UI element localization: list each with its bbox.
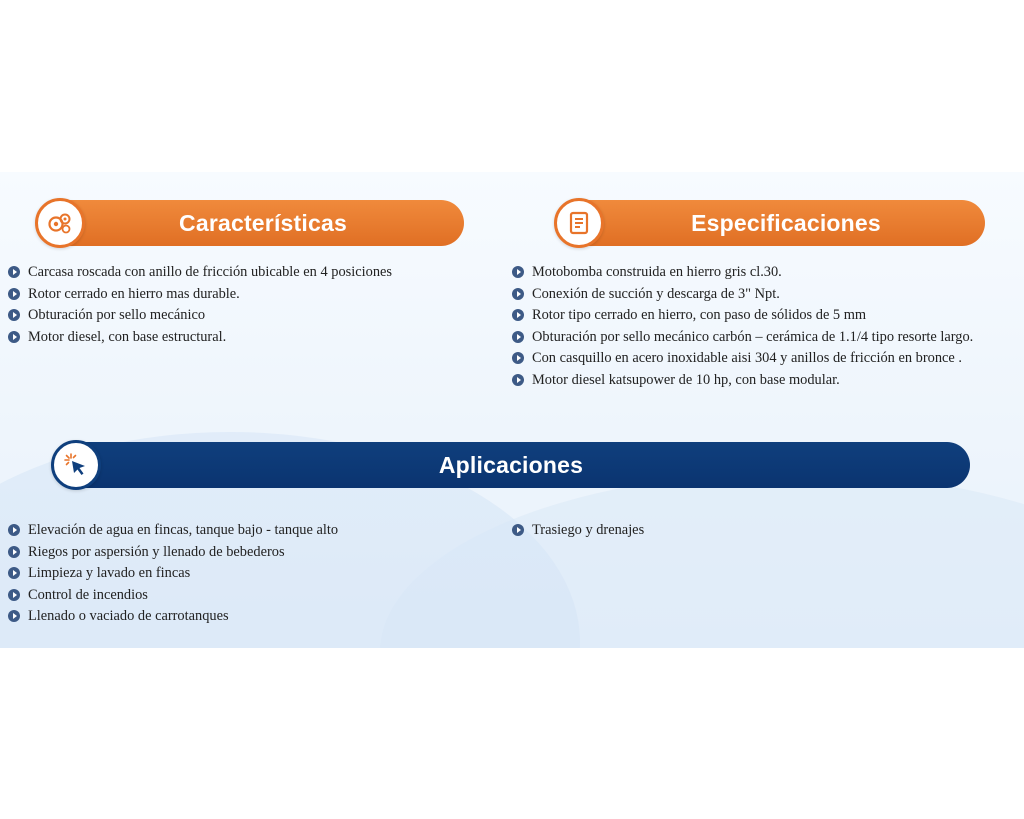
document-icon	[554, 198, 604, 248]
list-item: Motobomba construida en hierro gris cl.30.	[512, 262, 1017, 284]
aplicaciones-header	[62, 442, 970, 488]
aplicaciones-list-right	[512, 520, 992, 542]
list-item: Motor diesel katsupower de 10 hp, con base modular.	[512, 370, 1017, 392]
aplicaciones-title: Aplicaciones	[438, 451, 584, 478]
list-item: Carcasa roscada con anillo de fricción ubicable en 4 posiciones	[8, 262, 498, 284]
list-item: Conexión de succión y descarga de 3" Npt.	[512, 284, 1017, 306]
bullet-arrow-icon	[8, 546, 20, 558]
bullet-arrow-icon	[8, 610, 20, 622]
bullet-arrow-icon	[512, 288, 524, 300]
caracteristicas-list	[8, 262, 498, 348]
especificaciones-header	[565, 200, 985, 246]
bullet-arrow-icon	[512, 309, 524, 321]
list-item: Riegos por aspersión y llenado de bebederos	[8, 542, 488, 564]
bullet-arrow-icon	[512, 352, 524, 364]
caracteristicas-header	[42, 200, 464, 246]
aplicaciones-list-left	[8, 520, 488, 628]
list-item: Rotor cerrado en hierro mas durable.	[8, 284, 498, 306]
list-item: Control de incendios	[8, 585, 488, 607]
list-item: Llenado o vaciado de carrotanques	[8, 606, 488, 628]
bullet-arrow-icon	[8, 524, 20, 536]
bullet-arrow-icon	[512, 331, 524, 343]
especificaciones-title: Especificaciones	[691, 209, 881, 236]
list-item: Motor diesel, con base estructural.	[8, 327, 498, 349]
list-item: Trasiego y drenajes	[512, 520, 992, 542]
bullet-arrow-icon	[8, 288, 20, 300]
bullet-arrow-icon	[8, 309, 20, 321]
list-item: Limpieza y lavado en fincas	[8, 563, 488, 585]
bullet-arrow-icon	[8, 331, 20, 343]
bullet-arrow-icon	[512, 524, 524, 536]
list-item: Obturación por sello mecánico	[8, 305, 498, 327]
especificaciones-list	[512, 262, 1017, 392]
list-item: Rotor tipo cerrado en hierro, con paso de sólidos de 5 mm	[512, 305, 1017, 327]
list-item: Con casquillo en acero inoxidable aisi 304 y anillos de fricción en bronce .	[512, 348, 1017, 370]
bullet-arrow-icon	[8, 589, 20, 601]
bullet-arrow-icon	[8, 266, 20, 278]
bullet-arrow-icon	[512, 374, 524, 386]
caracteristicas-title: Características	[179, 209, 347, 236]
list-item: Obturación por sello mecánico carbón – cerámica de 1.1/4 tipo resorte largo.	[512, 327, 1017, 349]
bullet-arrow-icon	[8, 567, 20, 579]
bullet-arrow-icon	[512, 266, 524, 278]
gears-icon	[35, 198, 85, 248]
list-item: Elevación de agua en fincas, tanque bajo - tanque alto	[8, 520, 488, 542]
cursor-click-icon	[51, 440, 101, 490]
